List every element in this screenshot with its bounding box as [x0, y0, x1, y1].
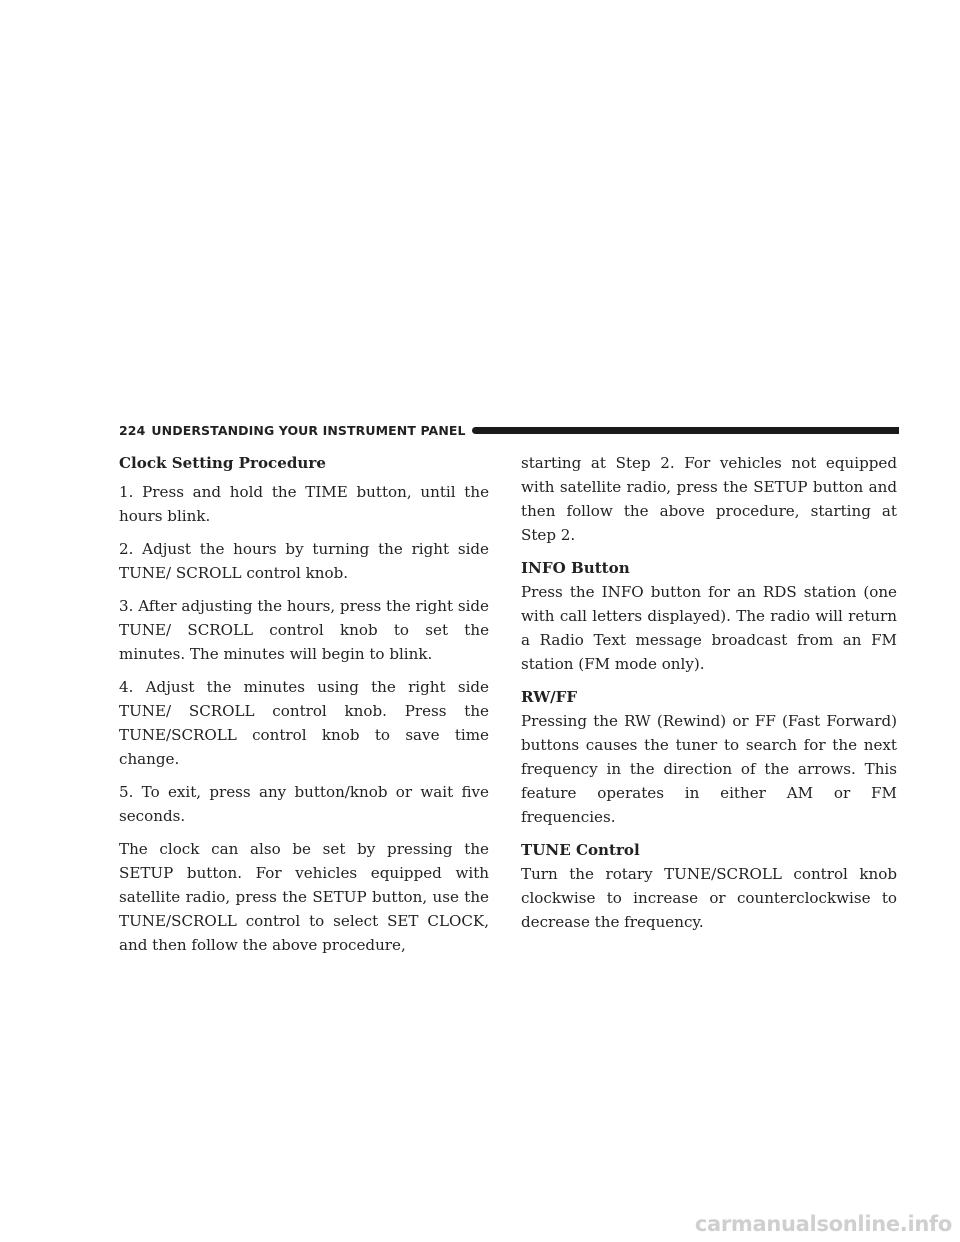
info-button-heading: INFO Button	[521, 559, 630, 577]
tune-control-heading: TUNE Control	[521, 841, 640, 859]
clock-setup-paragraph: The clock can also be set by pressing the SETUP button. For vehicles equipped with satellite radio, press the SETUP button, use the TUNE/SCROLL control to select SET CLOCK, and then follow the above procedure,	[119, 840, 489, 954]
step-3: 3. After adjusting the hours, press the right side TUNE/ SCROLL control knob to set the minutes. The minutes will begin to blink.	[119, 597, 489, 663]
step-4: 4. Adjust the minutes using the right side TUNE/ SCROLL control knob. Press the TUNE/SCROLL control knob to save time change.	[119, 678, 489, 768]
step-2: 2. Adjust the hours by turning the right side TUNE/ SCROLL control knob.	[119, 540, 489, 582]
page-header	[119, 422, 899, 438]
step-1: 1. Press and hold the TIME button, until the hours blink.	[119, 483, 489, 525]
rw-ff-body: Pressing the RW (Rewind) or FF (Fast Forward) buttons causes the tuner to search for the next frequency in the direction of the arrows. This feature operates in either AM or FM frequencies.	[521, 712, 897, 826]
page-number: 224	[119, 422, 146, 438]
left-column	[119, 451, 489, 966]
rw-ff-heading: RW/FF	[521, 688, 578, 706]
right-column	[521, 451, 897, 943]
header-rule	[472, 427, 899, 434]
tune-control-body: Turn the rotary TUNE/SCROLL control knob clockwise to increase or counterclockwise to decrease the frequency.	[521, 865, 897, 931]
info-button-body: Press the INFO button for an RDS station (one with call letters displayed). The radio will return a Radio Text message broadcast from an FM station (FM mode only).	[521, 583, 897, 673]
watermark: carmanualsonline.info	[694, 1212, 952, 1236]
section-title: UNDERSTANDING YOUR INSTRUMENT PANEL	[151, 422, 466, 438]
continuation-paragraph: starting at Step 2. For vehicles not equipped with satellite radio, press the SETUP button and then follow the above procedure, starting at Step 2.	[521, 454, 897, 544]
clock-setting-heading: Clock Setting Procedure	[119, 454, 326, 472]
step-5: 5. To exit, press any button/knob or wait five seconds.	[119, 783, 489, 825]
